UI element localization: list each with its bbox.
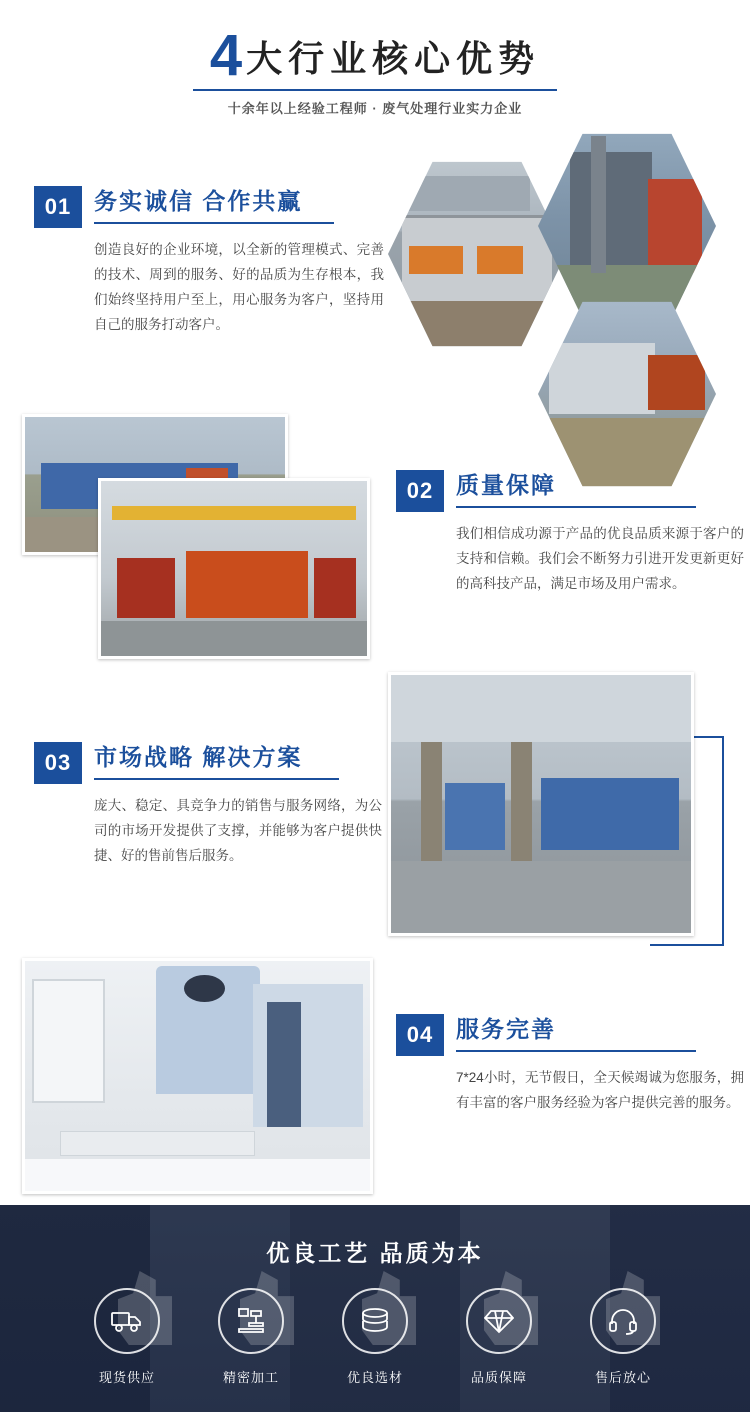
footer-item-supply <box>79 1288 175 1386</box>
section-1-image-group <box>388 128 718 398</box>
section-2-number: 02 <box>396 470 444 512</box>
section-4 <box>396 1014 744 1115</box>
headset-icon <box>590 1288 656 1354</box>
section-1-title: 务实诚信 合作共赢 <box>94 188 303 214</box>
section-4-title: 服务完善 <box>456 1016 556 1042</box>
section-1-body: 创造良好的企业环境，以全新的管理模式、完善的技术、周到的服务、好的品质为生存根本，我们始终坚持用户至上，用心服务为客户，坚持用自己的服务打动客户。 <box>94 242 384 332</box>
truck-icon <box>94 1288 160 1354</box>
machine-icon <box>218 1288 284 1354</box>
section-2-head <box>396 470 696 512</box>
section-3-number: 03 <box>34 742 82 784</box>
layers-icon <box>342 1288 408 1354</box>
section-2-title: 质量保障 <box>456 472 556 498</box>
section-3 <box>34 742 382 868</box>
hex-photo-dust-collector <box>538 128 716 324</box>
header-divider <box>193 89 557 91</box>
section-3-head <box>34 742 339 784</box>
header-subtitle: 十余年以上经验工程师 · 废气处理行业实力企业 <box>227 101 523 116</box>
section-1 <box>34 186 384 337</box>
photo-customer-service <box>22 958 373 1194</box>
section-4-body: 7*24小时，无节假日，全天候竭诚为您服务，拥有丰富的客户服务经验为客户提供完善的服务。 <box>456 1070 744 1110</box>
section-1-head <box>34 186 334 228</box>
section-4-head <box>396 1014 696 1056</box>
section-2-rule <box>456 506 696 508</box>
section-1-number: 01 <box>34 186 82 228</box>
footer-item-label: 现货供应 <box>98 1370 155 1385</box>
section-4-rule <box>456 1050 696 1052</box>
section-2 <box>396 470 744 596</box>
section-3-body: 庞大、稳定、具竞争力的销售与服务网络，为公司的市场开发提供了支撑，并能够为客户提供快捷、好的售前售后服务。 <box>94 798 382 863</box>
section-4-number: 04 <box>396 1014 444 1056</box>
header-big-number: 4 <box>209 23 243 88</box>
section-2-image-group <box>22 414 367 659</box>
diamond-icon <box>466 1288 532 1354</box>
section-1-head-right <box>94 186 334 224</box>
section-4-head-right <box>456 1014 696 1052</box>
footer-item-material <box>327 1288 423 1386</box>
section-1-rule <box>94 222 334 224</box>
photo-catalytic-furnace <box>98 478 370 659</box>
hex-photo-workshop <box>388 156 566 352</box>
footer-banner <box>0 1205 750 1412</box>
footer-item-label: 精密加工 <box>222 1370 279 1385</box>
footer-item-quality <box>451 1288 547 1386</box>
footer-item-label: 售后放心 <box>594 1370 651 1385</box>
footer-item-aftersales <box>575 1288 671 1386</box>
page-title: 大行业核心优势 <box>246 38 541 79</box>
footer-item-label: 优良选材 <box>346 1370 403 1385</box>
photo-factory-hall <box>388 672 694 936</box>
section-3-head-right <box>94 742 339 780</box>
footer-item-label: 品质保障 <box>470 1370 527 1385</box>
section-2-head-right <box>456 470 696 508</box>
section-2-body: 我们相信成功源于产品的优良品质来源于客户的支持和信赖。我们会不断努力引进开发更新更好的高科技产品，满足市场及用户需求。 <box>456 526 744 591</box>
header-title-row <box>0 22 750 88</box>
hex-photo-site <box>538 296 716 492</box>
footer-item-machining <box>203 1288 299 1386</box>
footer-feature-list <box>0 1288 750 1386</box>
section-3-rule <box>94 778 339 780</box>
section-3-title: 市场战略 解决方案 <box>94 744 303 770</box>
footer-title: 优良工艺 品质为本 <box>266 1240 484 1266</box>
page-header <box>0 22 750 117</box>
